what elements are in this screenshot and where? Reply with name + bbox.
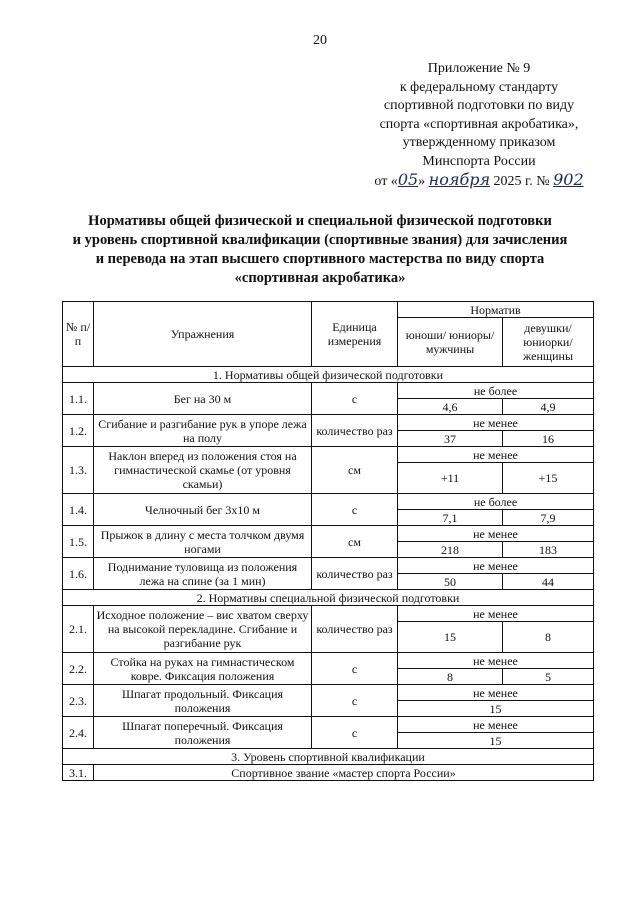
row-condition: не менее xyxy=(398,415,594,431)
row-male: 8 xyxy=(398,669,503,685)
row-text: Спортивное звание «мастер спорта России» xyxy=(94,765,594,781)
row-unit: с xyxy=(312,685,398,717)
section-title: 3. Уровень спортивной квалификации xyxy=(63,749,594,765)
row-exercise: Поднимание туловища из положения лежа на спине (за 1 мин) xyxy=(94,558,312,590)
normatives-table xyxy=(62,301,594,781)
row-female: 4,9 xyxy=(503,399,594,415)
row-male: +11 xyxy=(398,463,503,494)
title-line: и уровень спортивной квалификации (спортивные звания) для зачисления xyxy=(72,232,568,248)
row-female: 44 xyxy=(503,574,594,590)
row-num: 2.2. xyxy=(63,653,94,685)
row-both: 15 xyxy=(398,701,594,717)
row-num: 2.3. xyxy=(63,685,94,717)
row-female: 7,9 xyxy=(503,510,594,526)
appendix-line: утвержденному приказом xyxy=(402,135,556,150)
appendix-line: Приложение № 9 xyxy=(427,61,531,76)
row-exercise: Наклон вперед из положения стоя на гимнастической скамье (от уровня скамьи) xyxy=(94,447,312,494)
row-num: 1.6. xyxy=(63,558,94,590)
row-unit: с xyxy=(312,653,398,685)
header-num: № п/п xyxy=(63,302,94,367)
title-line: Нормативы общей физической и специальной физической подготовки xyxy=(88,213,552,229)
row-male: 15 xyxy=(398,622,503,653)
row-exercise: Бег на 30 м xyxy=(94,383,312,415)
row-male: 218 xyxy=(398,542,503,558)
row-condition: не менее xyxy=(398,685,594,701)
row-exercise: Прыжок в длину с места толчком двумя ногами xyxy=(94,526,312,558)
row-num: 1.5. xyxy=(63,526,94,558)
row-num: 2.4. xyxy=(63,717,94,749)
row-unit: с xyxy=(312,494,398,526)
row-female: 5 xyxy=(503,669,594,685)
row-condition: не менее xyxy=(398,526,594,542)
row-condition: не более xyxy=(398,383,594,399)
row-num: 2.1. xyxy=(63,606,94,653)
row-male: 50 xyxy=(398,574,503,590)
row-unit: с xyxy=(312,383,398,415)
title-line: «спортивная акробатика» xyxy=(234,270,406,286)
row-male: 37 xyxy=(398,431,503,447)
row-exercise: Исходное положение – вис хватом сверху на высокой перекладине. Сгибание и разгибание рук xyxy=(94,606,312,653)
document-title xyxy=(60,212,580,288)
order-date-line xyxy=(354,171,604,192)
handwritten-month: ноября xyxy=(428,170,491,189)
row-num: 1.2. xyxy=(63,415,94,447)
row-exercise: Челночный бег 3х10 м xyxy=(94,494,312,526)
row-unit: см xyxy=(312,447,398,494)
date-prefix: от « xyxy=(374,174,398,189)
title-line: и перевода на этап высшего спортивного мастерства по виду спорта xyxy=(95,251,545,267)
row-num: 3.1. xyxy=(63,765,94,781)
appendix-line: спортивной подготовки по виду xyxy=(383,98,575,113)
row-female: 183 xyxy=(503,542,594,558)
row-condition: не менее xyxy=(398,558,594,574)
row-unit: см xyxy=(312,526,398,558)
row-condition: не более xyxy=(398,494,594,510)
row-num: 1.4. xyxy=(63,494,94,526)
handwritten-day: 05 xyxy=(397,170,419,189)
row-male: 7,1 xyxy=(398,510,503,526)
row-condition: не менее xyxy=(398,447,594,463)
row-female: 16 xyxy=(503,431,594,447)
appendix-block xyxy=(354,60,604,192)
row-both: 15 xyxy=(398,733,594,749)
page-number: 20 xyxy=(313,33,327,48)
row-condition: не менее xyxy=(398,653,594,669)
appendix-line: спорта «спортивная акробатика», xyxy=(379,116,579,132)
appendix-line: к федеральному стандарту xyxy=(399,79,559,95)
row-exercise: Сгибание и разгибание рук в упоре лежа на полу xyxy=(94,415,312,447)
row-exercise: Стойка на руках на гимнастическом ковре. Фиксация положения xyxy=(94,653,312,685)
row-unit: количество раз xyxy=(312,558,398,590)
row-condition: не менее xyxy=(398,606,594,622)
row-unit: количество раз xyxy=(312,606,398,653)
year-text: 2025 г. № xyxy=(490,174,554,189)
section-title: 2. Нормативы специальной физической подготовки xyxy=(63,590,594,606)
handwritten-order-number: 902 xyxy=(553,170,584,189)
row-male: 4,6 xyxy=(398,399,503,415)
header-male: юноши/ юниоры/ мужчины xyxy=(398,318,503,367)
header-unit: Единица измерения xyxy=(312,302,398,367)
row-exercise: Шпагат поперечный. Фиксация положения xyxy=(94,717,312,749)
appendix-line: Минспорта России xyxy=(422,153,536,169)
row-condition: не менее xyxy=(398,717,594,733)
header-female: девушки/ юниорки/ женщины xyxy=(503,318,594,367)
row-exercise: Шпагат продольный. Фиксация положения xyxy=(94,685,312,717)
row-num: 1.1. xyxy=(63,383,94,415)
header-norm: Норматив xyxy=(398,302,594,318)
section-title: 1. Нормативы общей физической подготовки xyxy=(63,367,594,383)
date-mid: » xyxy=(418,174,429,189)
row-unit: с xyxy=(312,717,398,749)
row-female: +15 xyxy=(503,463,594,494)
row-unit: количество раз xyxy=(312,415,398,447)
header-exercise: Упражнения xyxy=(94,302,312,367)
row-num: 1.3. xyxy=(63,447,94,494)
row-female: 8 xyxy=(503,622,594,653)
